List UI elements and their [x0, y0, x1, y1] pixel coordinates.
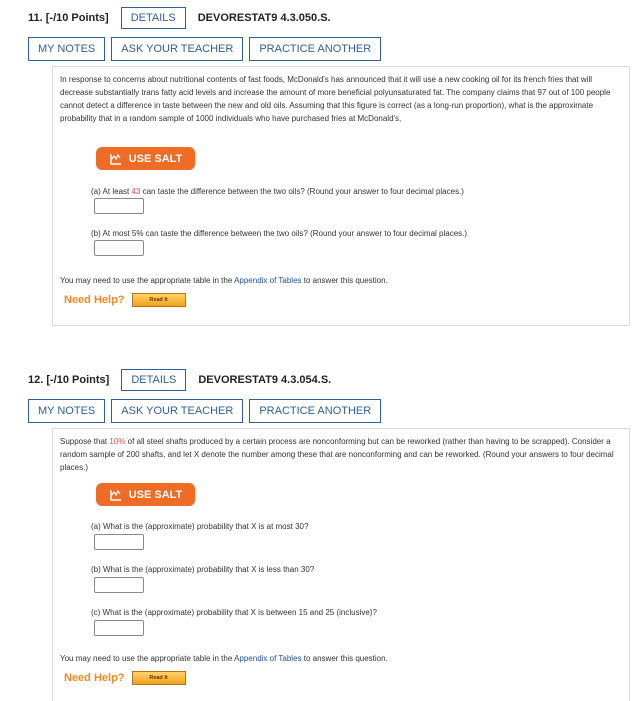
part-c-text: (c) What is the (approximate) probability that X is between 15 and 25 (inclusive)?	[91, 608, 377, 617]
question-toolbar	[28, 399, 387, 423]
appendix-post: to answer this question.	[301, 654, 388, 663]
need-help-label: Need Help?	[64, 294, 125, 306]
prompt-pre: Suppose that	[60, 437, 110, 446]
question-reference: DEVORESTAT9 4.3.054.S.	[198, 374, 332, 386]
question-number-text: 11.	[28, 12, 43, 24]
points-text: [-/10 Points]	[45, 12, 109, 24]
salt-icon	[109, 153, 123, 165]
part-c-answer-input[interactable]	[94, 620, 144, 636]
need-help	[64, 293, 186, 307]
appendix-link[interactable]: Appendix of Tables	[234, 654, 302, 663]
question-number	[28, 374, 109, 386]
use-salt-label: USE SALT	[128, 488, 183, 501]
question-prompt	[60, 435, 617, 474]
question-body	[52, 428, 630, 701]
appendix-note	[60, 654, 388, 663]
practice-another-button[interactable]: PRACTICE ANOTHER	[249, 399, 381, 423]
appendix-pre: You may need to use the appropriate table in the	[60, 654, 235, 663]
question-reference: DEVORESTAT9 4.3.050.S.	[197, 12, 331, 24]
salt-icon	[109, 489, 123, 501]
part-b-answer-input[interactable]	[94, 577, 144, 593]
appendix-pre: You may need to use the appropriate table in the	[60, 276, 235, 285]
part-a-pre: (a) At least	[91, 187, 132, 196]
use-salt-button[interactable]	[96, 483, 195, 506]
my-notes-button[interactable]: MY NOTES	[28, 37, 105, 61]
question-prompt: In response to concerns about nutritional contents of fast foods, McDonald's has announced that it will use a new cooking oil for its french fries that will decrease substantially trans fatty acid levels and increase the amount of more beneficial polyunsaturated fat. The company claims that 97 out of 100 people cannot detect a difference in taste between the new and old oils. Assuming that this figure is correct (as a long-run proportion), what is the approximate probability that in a random sample of 1000 individuals who have purchased fries at McDonald's,	[60, 75, 611, 123]
need-help-label: Need Help?	[64, 672, 125, 684]
part-a-text: (a) What is the (approximate) probability that X is at most 30?	[91, 522, 309, 531]
part-b-text: (b) What is the (approximate) probability that X is less than 30?	[91, 565, 315, 574]
part-a-answer-input[interactable]	[94, 198, 144, 214]
ask-your-teacher-button[interactable]: ASK YOUR TEACHER	[111, 399, 243, 423]
part-b-text: (b) At most 5% can taste the difference between the two oils? (Round your answer to four decimal places.)	[91, 229, 468, 238]
practice-another-button[interactable]: PRACTICE ANOTHER	[249, 37, 381, 61]
my-notes-button[interactable]: MY NOTES	[28, 399, 105, 423]
question-body	[52, 66, 630, 326]
appendix-post: to answer this question.	[301, 276, 388, 285]
prompt-highlight: 10%	[109, 437, 126, 446]
question-11	[0, 0, 640, 330]
appendix-link[interactable]: Appendix of Tables	[234, 276, 302, 285]
ask-your-teacher-button[interactable]: ASK YOUR TEACHER	[111, 37, 243, 61]
use-salt-label: USE SALT	[128, 152, 183, 165]
part-a-post: can taste the difference between the two oils? (Round your answer to four decimal places.)	[140, 187, 464, 196]
question-header	[28, 6, 331, 30]
details-button[interactable]: DETAILS	[121, 7, 186, 29]
part-a-highlight: 43	[131, 187, 141, 196]
part-b-answer-input[interactable]	[94, 240, 144, 256]
details-button[interactable]: DETAILS	[121, 369, 186, 391]
question-number	[28, 12, 109, 24]
question-toolbar	[28, 37, 387, 61]
prompt-post: of all steel shafts produced by a certain process are nonconforming but can be reworked (rather than having to be scrapped). Consider a random sample of 200 shafts, and let X denote the number among these that are nonconforming and can be reworked. (Round your answers to four decimal places.)	[60, 437, 614, 472]
question-number-text: 12.	[28, 374, 44, 386]
use-salt-button[interactable]	[96, 147, 195, 170]
need-help	[64, 671, 186, 685]
part-a-answer-input[interactable]	[94, 534, 144, 550]
question-12	[0, 362, 640, 700]
appendix-note	[60, 276, 388, 285]
points-text: [-/10 Points]	[46, 374, 110, 386]
question-header	[28, 368, 331, 392]
read-it-button[interactable]: Read It	[132, 671, 186, 685]
read-it-button[interactable]: Read It	[132, 293, 186, 307]
part-a-text	[91, 187, 464, 196]
